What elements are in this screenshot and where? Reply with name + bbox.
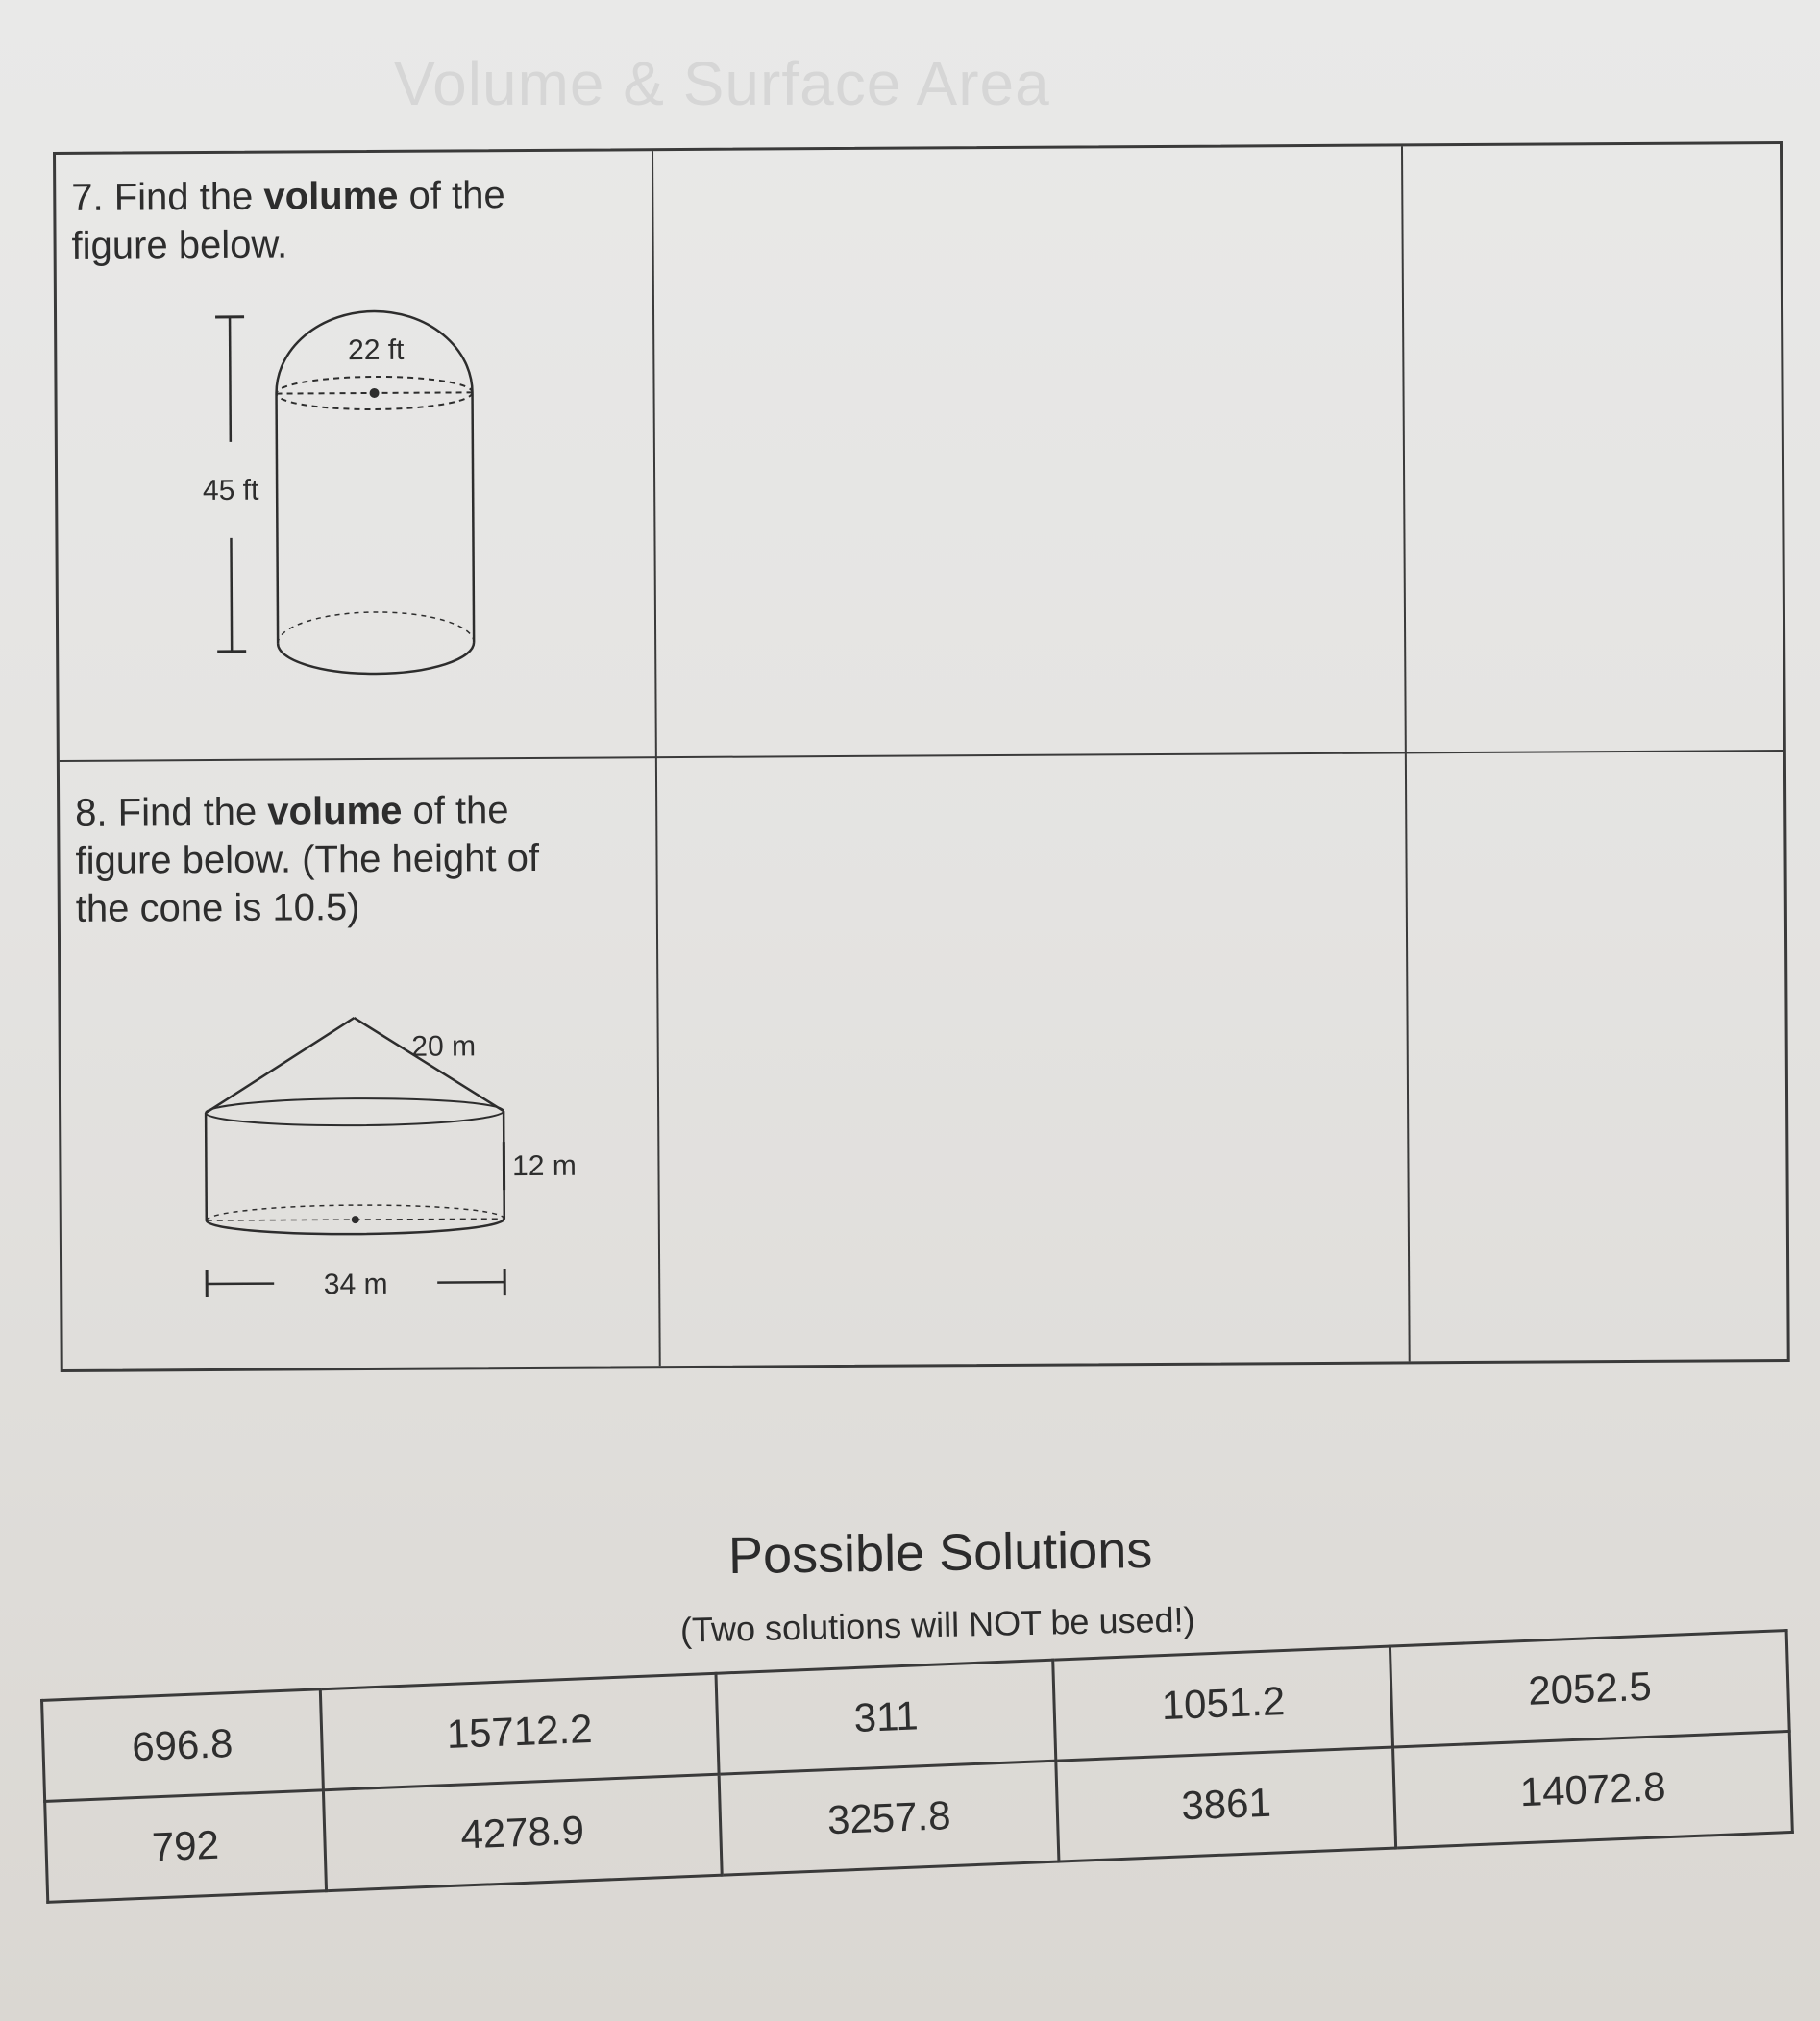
height-label: 45 ft — [202, 474, 259, 507]
question-number: 8. — [75, 791, 108, 834]
solution-value: 311 — [716, 1660, 1056, 1774]
prompt-text: figure below. (The height of — [75, 836, 540, 882]
bottom-ellipse-back — [278, 611, 474, 643]
prompt-text: Find the — [117, 790, 258, 834]
height-dimension-line — [231, 538, 232, 652]
prompt-text: the cone is 10.5) — [75, 886, 360, 930]
solution-value: 3861 — [1056, 1747, 1396, 1861]
center-dot — [370, 388, 380, 398]
prompt-text: of the — [408, 174, 505, 217]
question-7-prompt — [71, 171, 505, 270]
height-dimension-line — [230, 317, 231, 442]
height-label: 12 m — [512, 1149, 577, 1183]
prompt-text: figure below. — [71, 223, 288, 267]
solution-value: 696.8 — [42, 1689, 324, 1802]
solution-value: 3257.8 — [719, 1761, 1059, 1875]
cylinder-side — [473, 392, 475, 642]
solutions-table — [40, 1629, 1794, 1904]
solution-value: 15712.2 — [320, 1673, 719, 1790]
cylinder-hemisphere-figure — [172, 296, 578, 683]
faded-header-watermark: Volume & Surface Area — [394, 49, 1050, 118]
bottom-ellipse-front — [278, 642, 474, 674]
problem-grid — [53, 141, 1790, 1372]
prompt-text: of the — [412, 789, 509, 832]
grid-row-divider — [60, 750, 1783, 762]
center-dot — [352, 1216, 359, 1223]
solution-value: 2052.5 — [1390, 1631, 1789, 1748]
solution-value: 792 — [45, 1790, 327, 1903]
cylinder-side — [277, 394, 279, 644]
solution-value: 4278.9 — [323, 1774, 722, 1891]
prompt-keyword: volume — [263, 174, 399, 218]
question-8-prompt — [75, 786, 539, 933]
slant-label: 20 m — [411, 1030, 477, 1063]
solution-value: 14072.8 — [1393, 1731, 1792, 1848]
diameter-label: 34 m — [323, 1268, 388, 1301]
prompt-text: Find the — [113, 175, 254, 219]
cylinder-cone-figure — [185, 997, 629, 1317]
solutions-title: Possible Solutions — [727, 1520, 1153, 1586]
question-number: 7. — [71, 176, 104, 219]
top-ellipse — [206, 1097, 504, 1126]
diameter-label: 22 ft — [347, 333, 405, 367]
prompt-keyword: volume — [267, 789, 403, 833]
solution-value: 1051.2 — [1053, 1646, 1393, 1761]
cylinder-side — [206, 1113, 207, 1220]
solutions-subtitle: (Two solutions will NOT be used!) — [679, 1599, 1195, 1650]
